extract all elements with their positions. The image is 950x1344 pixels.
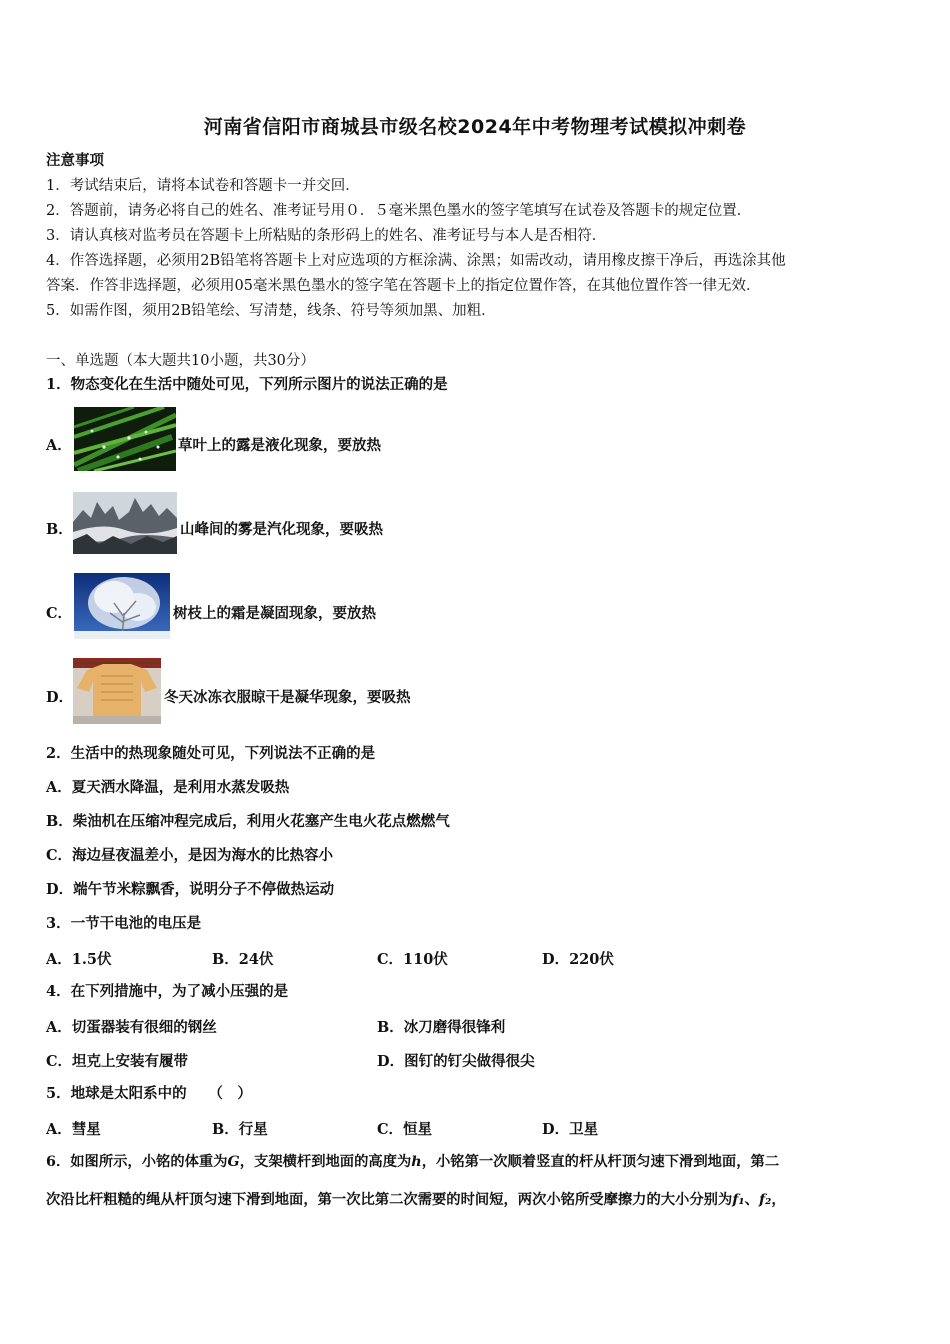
question-2-stem: 2．生活中的热现象随处可见，下列说法不正确的是 <box>46 745 376 762</box>
q6-text: 次沿比杆粗糙的绳从杆顶匀速下滑到地面，第一次比第二次需要的时间短，两次小铭所受摩擦力的大小分别为 <box>46 1192 733 1208</box>
note-item: 4．作答选择题，必须用2B铅笔将答题卡上对应选项的方框涂满、涂黑；如需改动，请用橡皮擦干净后，再选涂其他 <box>46 253 786 269</box>
q3-option-a: A．1.5伏 <box>46 951 112 968</box>
q1-option-d-label: D． <box>46 689 74 706</box>
q5-option-b: B．行星 <box>212 1121 268 1138</box>
question-5-stem: 5．地球是太阳系中的 （ ） <box>46 1085 252 1102</box>
note-item: 3．请认真核对监考员在答题卡上所粘贴的条形码上的姓名、准考证号与本人是否相符． <box>46 228 607 244</box>
dew-on-grass-image <box>74 407 176 471</box>
q3-option-d: D．220伏 <box>542 951 614 968</box>
notes-heading: 注意事项 <box>46 152 104 169</box>
q3-option-c: C．110伏 <box>377 951 448 968</box>
question-6-line-1 <box>46 1152 779 1172</box>
q2-option-c: C．海边昼夜温差小，是因为海水的比热容小 <box>46 847 334 864</box>
q2-option-b: B．柴油机在压缩冲程完成后，利用火花塞产生电火花点燃燃气 <box>46 813 450 830</box>
q6-var-f2: f₂ <box>758 1192 772 1208</box>
q6-text: ，小铭第一次顺着竖直的杆从杆顶匀速下滑到地面，第二 <box>421 1154 780 1170</box>
q1-option-a-text: 草叶上的露是液化现象，要放热 <box>178 437 381 454</box>
q2-option-d: D．端午节米粽飘香，说明分子不停做热运动 <box>46 881 335 898</box>
q4-option-c: C．坦克上安装有履带 <box>46 1053 189 1070</box>
q1-option-b-label: B． <box>46 521 73 538</box>
q6-var-g: G <box>227 1154 240 1170</box>
q4-option-a: A．切蛋器装有很细的钢丝 <box>46 1019 217 1036</box>
note-item: 2．答题前，请务必将自己的姓名、准考证号用０．５毫米黑色墨水的签字笔填写在试卷及答题卡的规定位置． <box>46 203 752 219</box>
question-4-stem: 4．在下列措施中，为了减小压强的是 <box>46 983 289 1000</box>
q6-text: ， <box>771 1192 786 1208</box>
q5-option-c: C．恒星 <box>377 1121 433 1138</box>
q4-option-d: D．图钉的钉尖做得很尖 <box>377 1053 535 1070</box>
q4-option-b: B．冰刀磨得很锋利 <box>377 1019 506 1036</box>
q2-option-a: A．夏天洒水降温，是利用水蒸发吸热 <box>46 779 290 796</box>
q3-option-b: B．24伏 <box>212 951 274 968</box>
q1-option-a-label: A． <box>46 437 72 454</box>
q1-option-c-text: 树枝上的霜是凝固现象，要放热 <box>173 605 376 622</box>
q6-sep: 、 <box>744 1192 759 1208</box>
note-item: 5．如需作图，须用2B铅笔绘、写清楚，线条、符号等须加黑、加粗． <box>46 303 496 319</box>
question-3-stem: 3．一节干电池的电压是 <box>46 915 202 932</box>
q6-var-f1: f₁ <box>732 1192 745 1208</box>
q5-option-a: A．彗星 <box>46 1121 101 1138</box>
note-item: 答案．作答非选择题，必须用05毫米黑色墨水的签字笔在答题卡上的指定位置作答，在其他位置作答一律无效． <box>46 278 761 294</box>
q5-option-d: D．卫星 <box>542 1121 599 1138</box>
q6-var-h: h <box>411 1154 422 1170</box>
question-1-stem: 1．物态变化在生活中随处可见，下列所示图片的说法正确的是 <box>46 376 448 393</box>
frozen-sweater-image <box>73 658 161 724</box>
q6-text: 6．如图所示，小铭的体重为 <box>46 1154 228 1170</box>
q6-text: ，支架横杆到地面的高度为 <box>239 1154 412 1170</box>
q1-option-b-text: 山峰间的雾是汽化现象，要吸热 <box>180 521 383 538</box>
section-heading: 一、单选题（本大题共10小题，共30分） <box>46 353 315 369</box>
page-title: 河南省信阳市商城县市级名校2024年中考物理考试模拟冲刺卷 <box>203 116 747 138</box>
q1-option-c-label: C． <box>46 605 73 622</box>
question-6-line-2 <box>46 1190 786 1210</box>
frosted-tree-image <box>74 573 170 639</box>
misty-mountains-image <box>73 492 177 554</box>
note-item: 1．考试结束后，请将本试卷和答题卡一并交回． <box>46 178 360 194</box>
q1-option-d-text: 冬天冰冻衣服晾干是凝华现象，要吸热 <box>164 689 411 706</box>
